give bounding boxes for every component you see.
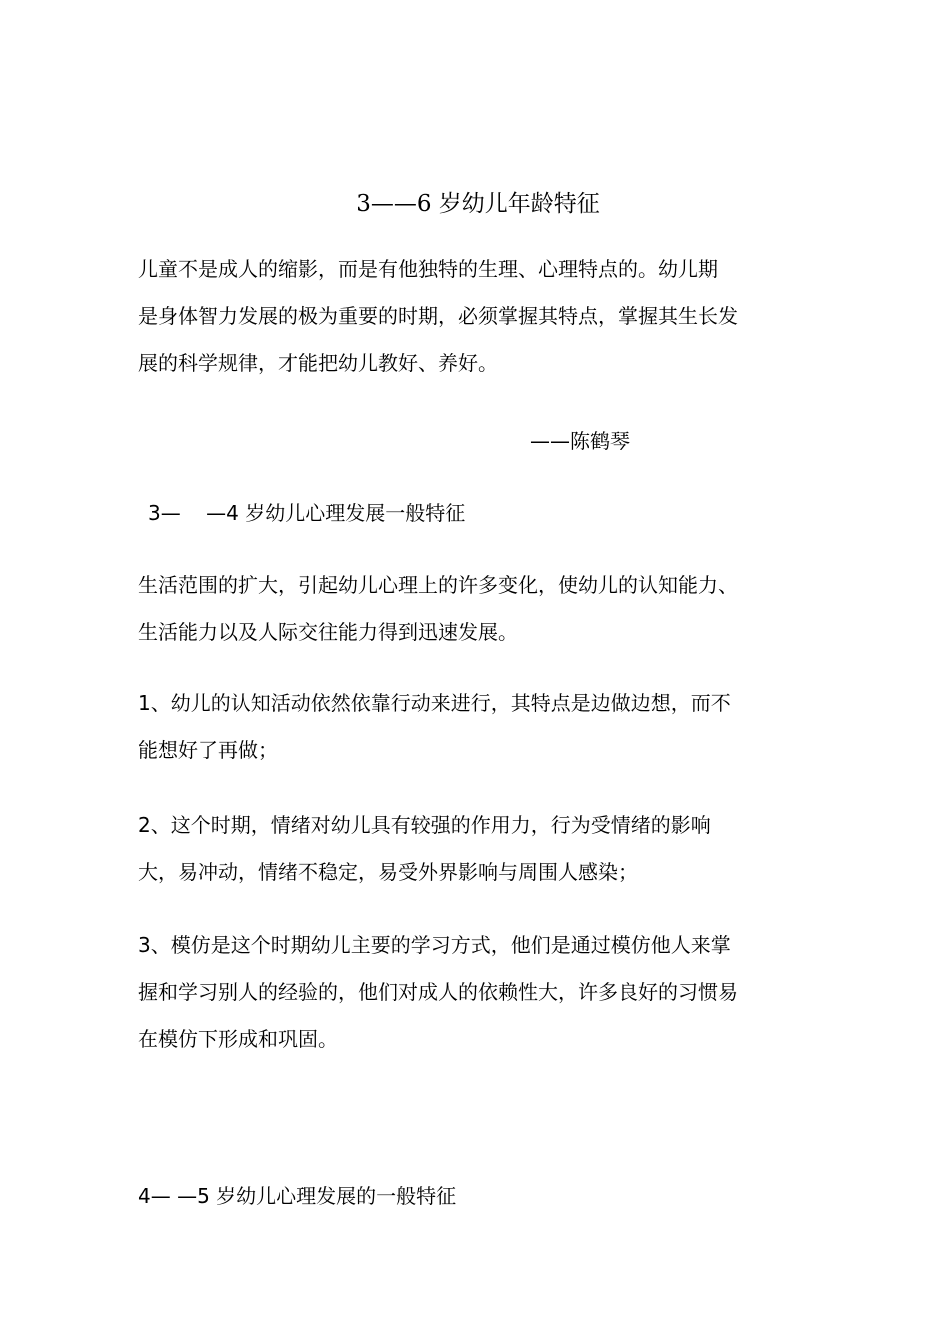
intro-line: 是身体智力发展的极为重要的时期，必须掌握其特点，掌握其生长发 bbox=[138, 304, 738, 328]
section-summary-paragraph bbox=[138, 562, 818, 656]
point-3-paragraph bbox=[138, 922, 818, 1063]
intro-paragraph bbox=[138, 246, 818, 387]
point-line: 1、幼儿的认知活动依然依靠行动来进行，其特点是边做边想，而不 bbox=[138, 691, 731, 715]
document-title: 3——6 岁幼儿年龄特征 bbox=[356, 191, 600, 217]
summary-line: 生活范围的扩大，引起幼儿心理上的许多变化，使幼儿的认知能力、 bbox=[138, 573, 738, 597]
point-1-paragraph bbox=[138, 680, 818, 774]
point-line: 能想好了再做； bbox=[138, 738, 278, 762]
intro-line: 展的科学规律，才能把幼儿教好、养好。 bbox=[138, 351, 498, 375]
point-line: 大，易冲动，情绪不稳定，易受外界影响与周围人感染； bbox=[138, 860, 638, 884]
summary-line: 生活能力以及人际交往能力得到迅速发展。 bbox=[138, 620, 518, 644]
point-2-paragraph bbox=[138, 802, 818, 896]
intro-line: 儿童不是成人的缩影，而是有他独特的生理、心理特点的。幼儿期 bbox=[138, 257, 718, 281]
point-line: 3、模仿是这个时期幼儿主要的学习方式，他们是通过模仿他人来掌 bbox=[138, 933, 731, 957]
point-line: 2、这个时期，情绪对幼儿具有较强的作用力，行为受情绪的影响 bbox=[138, 813, 711, 837]
section-heading-3-4: 3— —4 岁幼儿心理发展一般特征 bbox=[148, 501, 466, 525]
point-line: 在模仿下形成和巩固。 bbox=[138, 1027, 338, 1051]
section-heading-4-5: 4— —5 岁幼儿心理发展的一般特征 bbox=[138, 1184, 457, 1208]
quote-attribution: ——陈鹤琴 bbox=[530, 429, 630, 453]
point-line: 握和学习别人的经验的，他们对成人的依赖性大，许多良好的习惯易 bbox=[138, 980, 738, 1004]
